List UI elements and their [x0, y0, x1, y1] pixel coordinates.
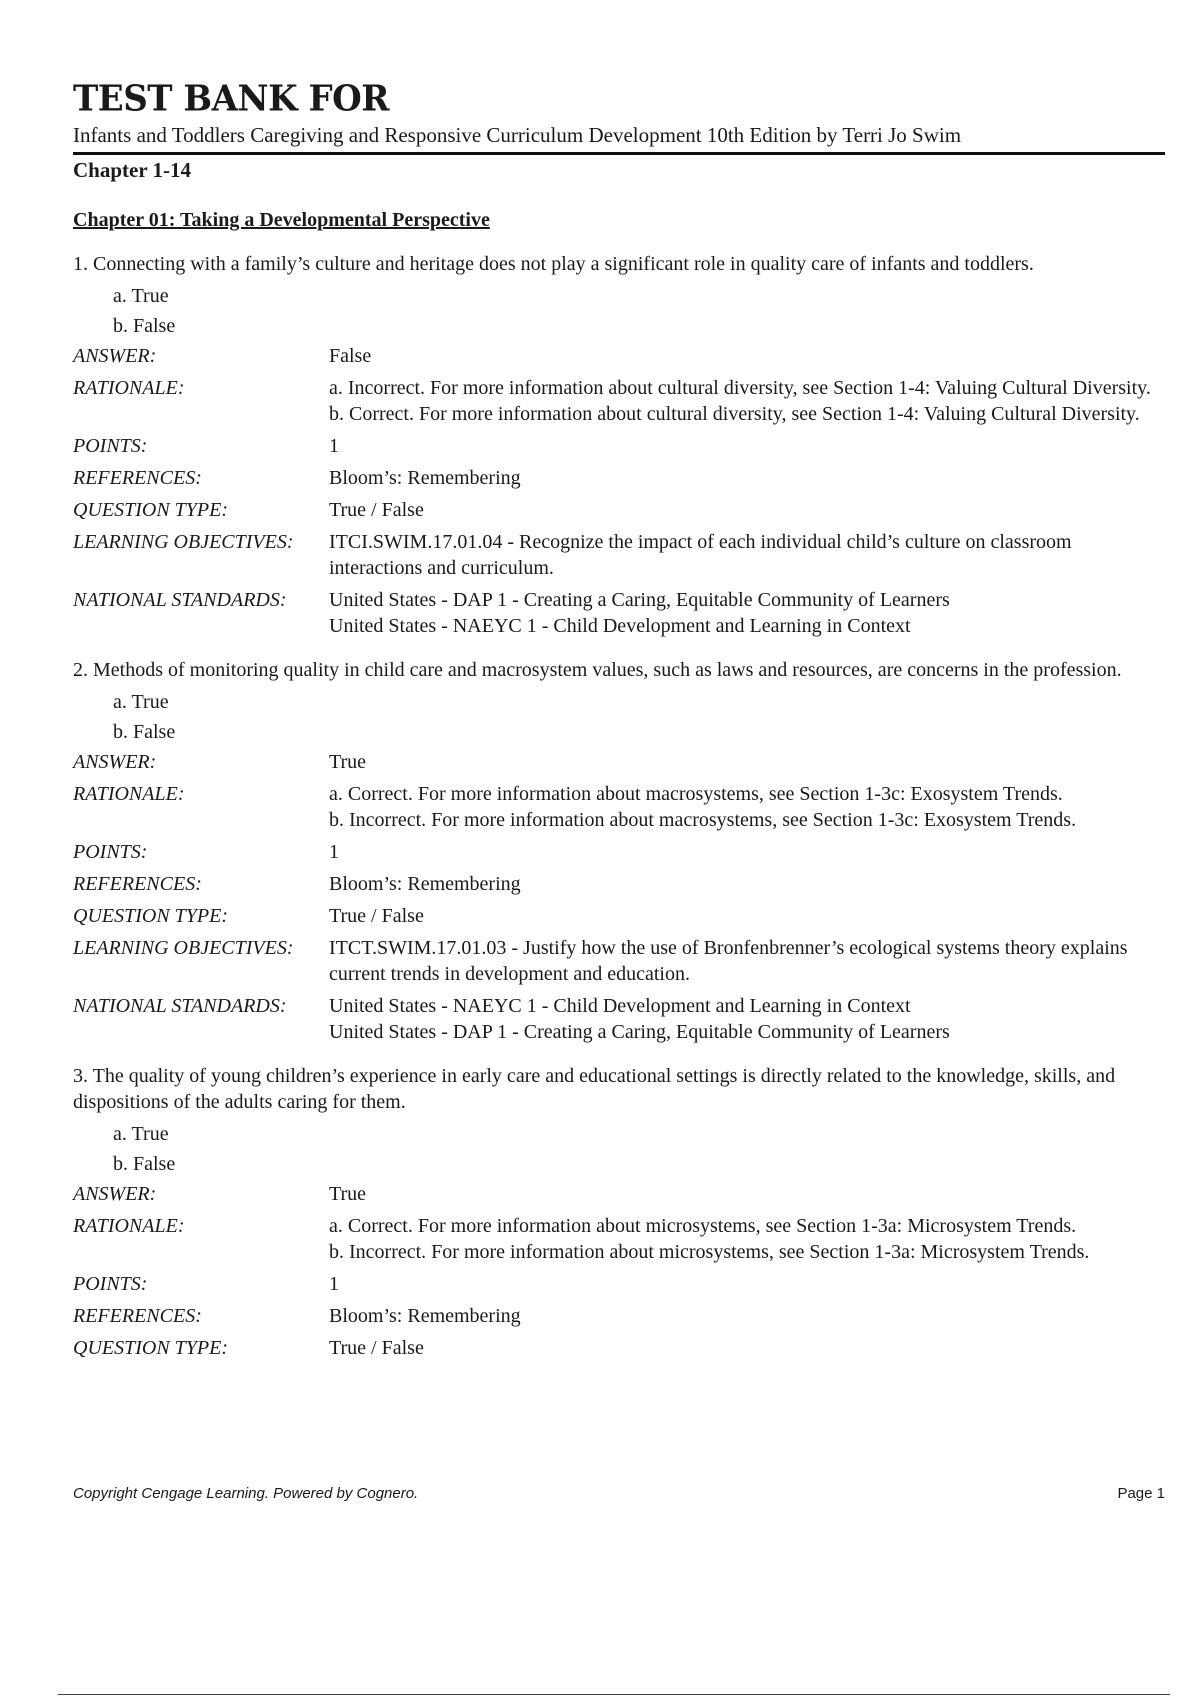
- answer-value: True: [329, 1183, 367, 1205]
- rationale-label: RATIONALE:: [73, 1215, 185, 1237]
- question-type-label: QUESTION TYPE:: [73, 905, 229, 927]
- national-standard-item: United States - DAP 1 - Creating a Caring, Equitable Community of Learners: [329, 1021, 950, 1043]
- answer-label: ANSWER:: [73, 751, 157, 773]
- rationale-label: RATIONALE:: [73, 377, 185, 399]
- national-standards-label: NATIONAL STANDARDS:: [73, 995, 287, 1017]
- learning-objectives-value: ITCT.SWIM.17.01.03 - Justify how the use of Bronfenbrenner’s ecological systems theory explains current trends in development and education.: [329, 937, 1128, 985]
- question-metadata: [73, 749, 1165, 1045]
- points-label: POINTS:: [73, 841, 148, 863]
- question-1: [73, 251, 1165, 639]
- answer-value: False: [329, 345, 372, 367]
- page-number: Page 1: [1117, 1485, 1165, 1502]
- option-b: b. False: [113, 1153, 176, 1175]
- rationale-label: RATIONALE:: [73, 783, 185, 805]
- option-a: a. True: [113, 1123, 169, 1145]
- references-label: REFERENCES:: [73, 873, 202, 895]
- document-title: TEST BANK FOR: [73, 78, 390, 120]
- references-value: Bloom’s: Remembering: [329, 1305, 521, 1327]
- document-page: [73, 78, 1165, 1361]
- question-stem: 1. Connecting with a family’s culture and heritage does not play a significant role in quality care of infants and toddlers.: [73, 253, 1034, 275]
- national-standard-item: United States - DAP 1 - Creating a Caring, Equitable Community of Learners: [329, 589, 950, 611]
- question-type-value: True / False: [329, 499, 424, 521]
- option-b: b. False: [113, 721, 176, 743]
- points-value: 1: [329, 841, 339, 863]
- answer-value: True: [329, 751, 367, 773]
- question-metadata: [73, 1181, 1165, 1361]
- answer-options: [113, 687, 1165, 747]
- page-footer: [73, 1485, 1165, 1502]
- points-value: 1: [329, 435, 339, 457]
- rationale-b: b. Incorrect. For more information about microsystems, see Section 1-3a: Microsystem Trends.: [329, 1241, 1090, 1263]
- national-standards-value: [329, 587, 1165, 639]
- rationale-value: [329, 781, 1165, 833]
- points-label: POINTS:: [73, 1273, 148, 1295]
- points-value: 1: [329, 1273, 339, 1295]
- page-divider: [58, 1694, 1170, 1695]
- references-label: REFERENCES:: [73, 1305, 202, 1327]
- copyright-notice: Copyright Cengage Learning. Powered by Cognero.: [73, 1485, 419, 1502]
- answer-label: ANSWER:: [73, 345, 157, 367]
- chapter-range: Chapter 1-14: [73, 158, 192, 182]
- rationale-a: a. Incorrect. For more information about cultural diversity, see Section 1-4: Valuing Cultural Diversity.: [329, 377, 1151, 399]
- question-stem: 2. Methods of monitoring quality in child care and macrosystem values, such as laws and resources, are concerns in the profession.: [73, 659, 1122, 681]
- rationale-b: b. Correct. For more information about cultural diversity, see Section 1-4: Valuing Cultural Diversity.: [329, 403, 1140, 425]
- national-standard-item: United States - NAEYC 1 - Child Development and Learning in Context: [329, 615, 911, 637]
- rationale-b: b. Incorrect. For more information about macrosystems, see Section 1-3c: Exosystem Trends.: [329, 809, 1077, 831]
- national-standards-label: NATIONAL STANDARDS:: [73, 589, 287, 611]
- learning-objectives-label: LEARNING OBJECTIVES:: [73, 937, 294, 959]
- document-subtitle: Infants and Toddlers Caregiving and Responsive Curriculum Development 10th Edition by Terri Jo Swim: [73, 122, 1165, 155]
- references-value: Bloom’s: Remembering: [329, 467, 521, 489]
- national-standards-value: [329, 993, 1165, 1045]
- references-label: REFERENCES:: [73, 467, 202, 489]
- question-type-value: True / False: [329, 905, 424, 927]
- national-standard-item: United States - NAEYC 1 - Child Development and Learning in Context: [329, 995, 911, 1017]
- rationale-value: [329, 375, 1165, 427]
- learning-objectives-label: LEARNING OBJECTIVES:: [73, 531, 294, 553]
- answer-options: [113, 281, 1165, 341]
- question-type-label: QUESTION TYPE:: [73, 1337, 229, 1359]
- option-b: b. False: [113, 315, 176, 337]
- rationale-value: [329, 1213, 1165, 1265]
- rationale-a: a. Correct. For more information about microsystems, see Section 1-3a: Microsystem Trends.: [329, 1215, 1077, 1237]
- option-a: a. True: [113, 691, 169, 713]
- references-value: Bloom’s: Remembering: [329, 873, 521, 895]
- question-3: [73, 1063, 1165, 1361]
- question-metadata: [73, 343, 1165, 639]
- answer-options: [113, 1119, 1165, 1179]
- chapter-heading: Chapter 01: Taking a Developmental Perspective: [73, 209, 490, 231]
- answer-label: ANSWER:: [73, 1183, 157, 1205]
- points-label: POINTS:: [73, 435, 148, 457]
- question-type-value: True / False: [329, 1337, 424, 1359]
- rationale-a: a. Correct. For more information about macrosystems, see Section 1-3c: Exosystem Trends.: [329, 783, 1063, 805]
- option-a: a. True: [113, 285, 169, 307]
- question-2: [73, 657, 1165, 1045]
- learning-objectives-value: ITCI.SWIM.17.01.04 - Recognize the impact of each individual child’s culture on classroom interactions and curriculum.: [329, 531, 1072, 579]
- question-stem: 3. The quality of young children’s experience in early care and educational settings is directly related to the knowledge, skills, and dispositions of the adults caring for them.: [73, 1065, 1116, 1113]
- question-type-label: QUESTION TYPE:: [73, 499, 229, 521]
